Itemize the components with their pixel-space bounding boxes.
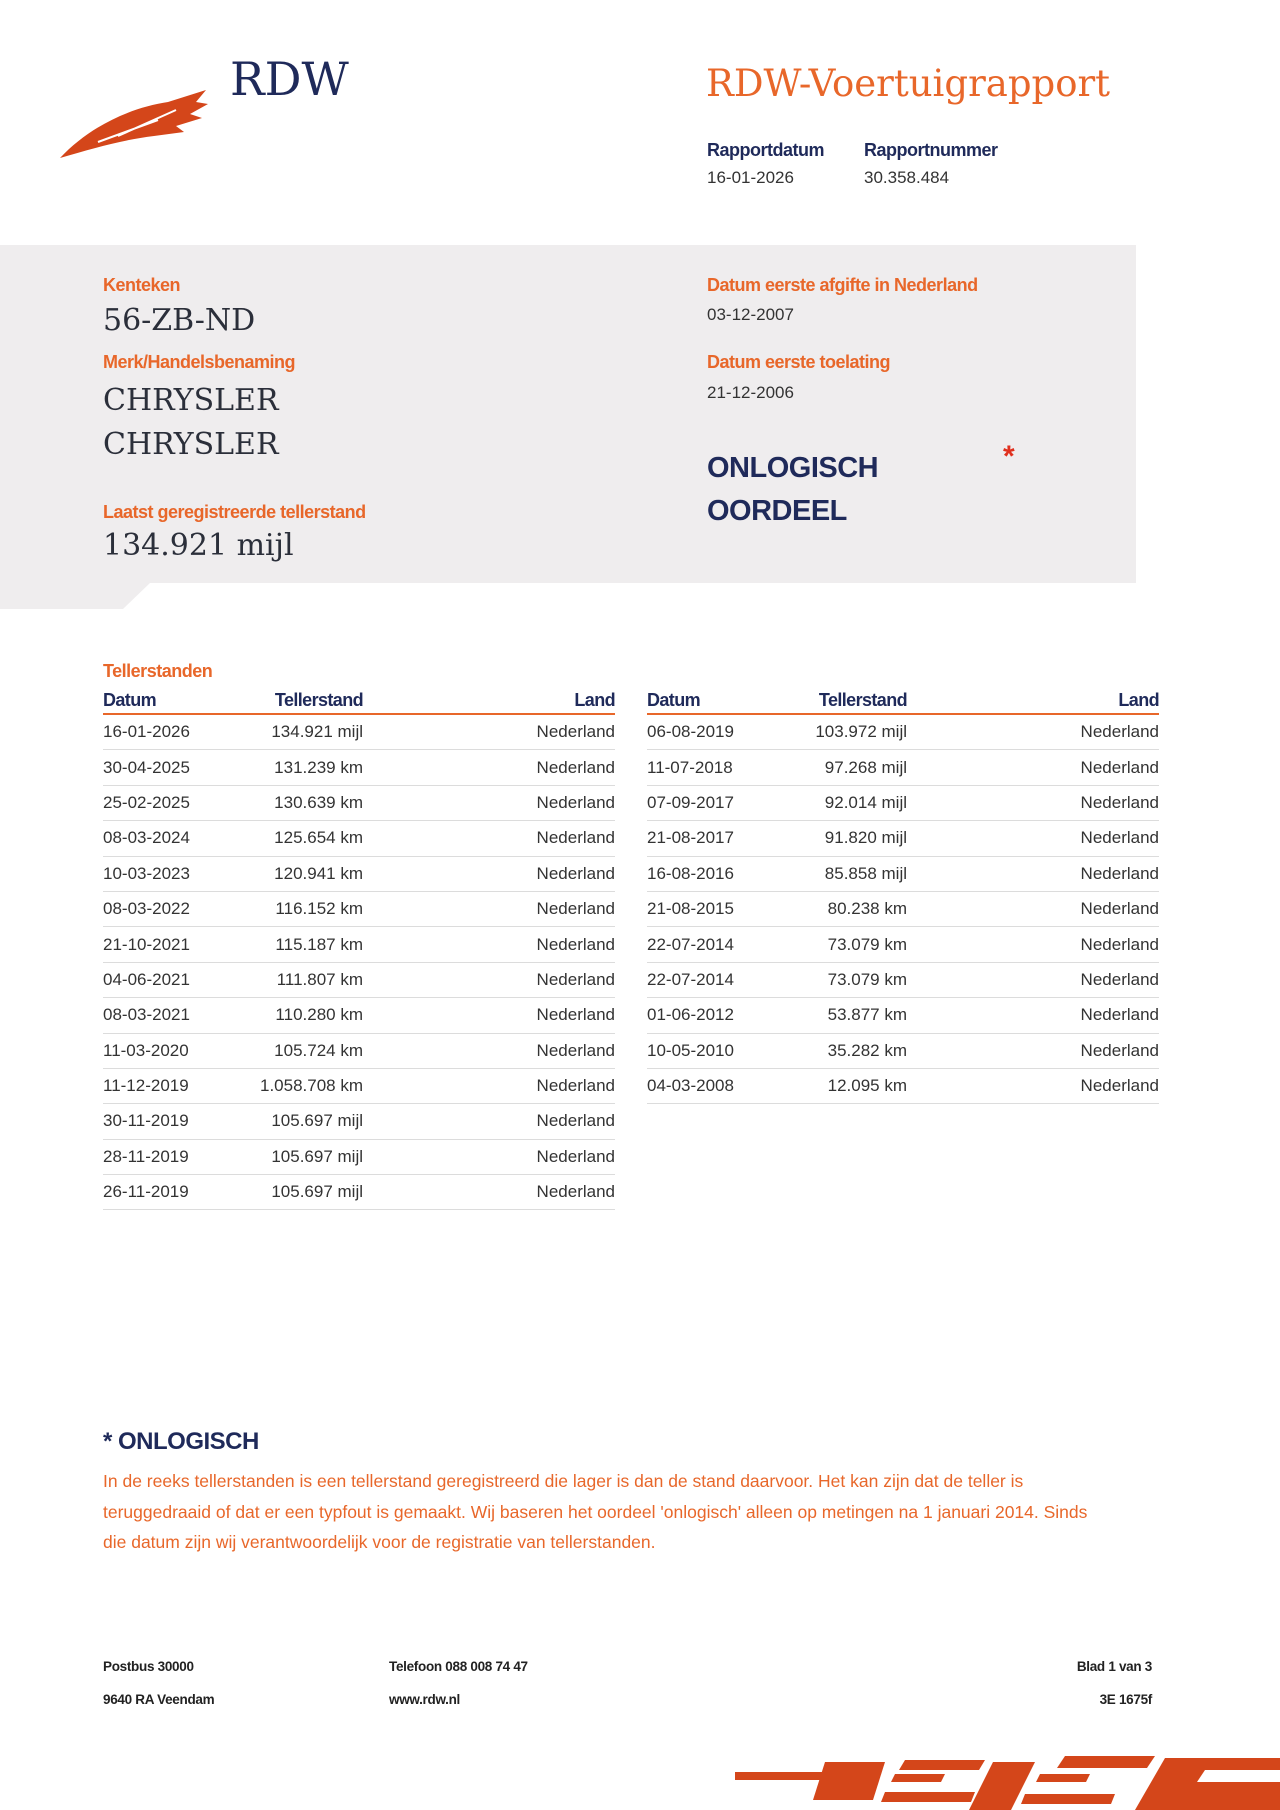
- report-date-label: Rapportdatum: [707, 140, 824, 160]
- table-row: [103, 1104, 615, 1139]
- cell-country: Nederland: [536, 1005, 615, 1025]
- cell-country: Nederland: [1080, 757, 1159, 777]
- cell-date: 22-07-2014: [647, 934, 734, 954]
- table-row: [103, 821, 615, 856]
- note-title: * ONLOGISCH: [103, 1428, 259, 1455]
- table-row: [647, 998, 1159, 1033]
- table-row: [103, 857, 615, 892]
- cell-date: 04-06-2021: [103, 969, 190, 989]
- table-row: [647, 1034, 1159, 1069]
- table-row: [647, 715, 1159, 750]
- readings-section-title: Tellerstanden: [103, 661, 213, 681]
- table-row: [647, 927, 1159, 962]
- cell-reading: 85.858 mijl: [824, 863, 907, 883]
- table-row: [647, 892, 1159, 927]
- cell-country: Nederland: [536, 757, 615, 777]
- cell-date: 10-03-2023: [103, 863, 190, 883]
- cell-reading: 73.079 km: [827, 934, 907, 954]
- cell-country: Nederland: [536, 792, 615, 812]
- column-header-date: Datum: [103, 690, 157, 710]
- cell-country: Nederland: [1080, 792, 1159, 812]
- table-row: [103, 786, 615, 821]
- brand-label: Merk/Handelsbenaming: [103, 352, 296, 372]
- column-header-reading: Tellerstand: [818, 690, 907, 710]
- table-row: [647, 786, 1159, 821]
- cell-country: Nederland: [536, 828, 615, 848]
- cell-date: 22-07-2014: [647, 969, 734, 989]
- rdw-logo-icon: [58, 80, 210, 162]
- brand: CHRYSLER: [103, 383, 279, 418]
- table-header: [647, 688, 1159, 715]
- cell-reading: 115.187 km: [275, 934, 363, 954]
- cell-country: Nederland: [536, 863, 615, 883]
- footer-address-line-2: 9640 RA Veendam: [103, 1692, 215, 1707]
- odometer-label: Laatst geregistreerde tellerstand: [103, 502, 366, 522]
- cell-country: Nederland: [536, 969, 615, 989]
- cell-reading: 105.697 mijl: [271, 1111, 363, 1131]
- cell-reading: 105.724 km: [274, 1040, 363, 1060]
- first-issue-nl-label: Datum eerste afgifte in Nederland: [707, 275, 978, 295]
- table-row: [647, 750, 1159, 785]
- column-header-country: Land: [1118, 690, 1159, 710]
- cell-date: 21-08-2015: [647, 899, 734, 919]
- cell-reading: 116.152 km: [275, 899, 363, 919]
- footer-address-line-1: Postbus 30000: [103, 1659, 194, 1674]
- plate-label: Kenteken: [103, 275, 181, 295]
- cell-date: 21-10-2021: [103, 934, 190, 954]
- decorative-stripes-icon: [735, 1752, 1280, 1810]
- cell-date: 30-11-2019: [103, 1111, 189, 1131]
- note-text: In de reeks tellerstanden is een tellerstand geregistreerd die lager is dan de stand daarvoor. Het kan zijn dat de teller is teruggedraaid of dat er een typfout is gemaakt. Wij baseren het oordeel 'onlogisch' alleen op metingen na 1 januari 2014. Sinds die datum zijn wij verantwoordelijk voor de registratie van tellerstanden.: [103, 1471, 1088, 1552]
- cell-reading: 12.095 km: [827, 1076, 907, 1096]
- cell-date: 11-07-2018: [647, 757, 733, 777]
- last-odometer: 134.921 mijl: [103, 528, 294, 563]
- cell-date: 08-03-2021: [103, 1005, 190, 1025]
- cell-country: Nederland: [536, 722, 615, 742]
- column-header-country: Land: [574, 690, 615, 710]
- cell-country: Nederland: [1080, 934, 1159, 954]
- table-row: [103, 963, 615, 998]
- report-date: 16-01-2026: [707, 168, 794, 187]
- cell-country: Nederland: [1080, 863, 1159, 883]
- table-row: [103, 1069, 615, 1104]
- cell-date: 28-11-2019: [103, 1146, 189, 1166]
- verdict-line-2: OORDEEL: [707, 495, 847, 527]
- cell-date: 08-03-2022: [103, 899, 190, 919]
- cell-reading: 105.697 mijl: [271, 1146, 363, 1166]
- cell-date: 06-08-2019: [647, 722, 734, 742]
- table-row: [103, 1034, 615, 1069]
- cell-date: 30-04-2025: [103, 757, 190, 777]
- cell-date: 25-02-2025: [103, 792, 190, 812]
- report-number-label: Rapportnummer: [864, 140, 998, 160]
- cell-reading: 105.697 mijl: [271, 1182, 363, 1202]
- cell-reading: 111.807 km: [276, 969, 363, 989]
- cell-date: 16-08-2016: [647, 863, 734, 883]
- cell-country: Nederland: [1080, 1005, 1159, 1025]
- cell-reading: 110.280 km: [275, 1005, 363, 1025]
- cell-country: Nederland: [1080, 828, 1159, 848]
- readings-table-right: [647, 688, 1159, 1104]
- cell-country: Nederland: [1080, 1076, 1159, 1096]
- cell-country: Nederland: [536, 1146, 615, 1166]
- readings-table-left: [103, 688, 615, 1210]
- cell-country: Nederland: [536, 1076, 615, 1096]
- cell-country: Nederland: [1080, 722, 1159, 742]
- cell-reading: 125.654 km: [274, 828, 363, 848]
- table-row: [647, 821, 1159, 856]
- cell-reading: 92.014 mijl: [824, 792, 907, 812]
- cell-country: Nederland: [536, 934, 615, 954]
- column-header-date: Datum: [647, 690, 701, 710]
- table-row: [103, 892, 615, 927]
- footer-code: 3E 1675f: [1099, 1692, 1152, 1707]
- cell-reading: 130.639 km: [274, 792, 363, 812]
- trade-name: CHRYSLER: [103, 427, 279, 462]
- cell-reading: 120.941 km: [274, 863, 363, 883]
- panel-tab-decoration: [0, 583, 150, 609]
- cell-country: Nederland: [536, 1182, 615, 1202]
- cell-country: Nederland: [1080, 1040, 1159, 1060]
- cell-country: Nederland: [536, 1040, 615, 1060]
- cell-date: 07-09-2017: [647, 792, 734, 812]
- cell-reading: 134.921 mijl: [271, 722, 363, 742]
- column-header-reading: Tellerstand: [274, 690, 363, 710]
- table-body: [103, 715, 615, 1210]
- cell-date: 01-06-2012: [647, 1005, 734, 1025]
- cell-country: Nederland: [1080, 969, 1159, 989]
- cell-date: 26-11-2019: [103, 1182, 189, 1202]
- cell-reading: 80.238 km: [827, 899, 907, 919]
- cell-date: 08-03-2024: [103, 828, 190, 848]
- report-title: RDW-Voertuigrapport: [706, 62, 1111, 105]
- cell-reading: 97.268 mijl: [824, 757, 907, 777]
- report-number: 30.358.484: [864, 168, 950, 187]
- cell-date: 11-03-2020: [103, 1040, 189, 1060]
- cell-country: Nederland: [536, 1111, 615, 1131]
- table-row: [103, 998, 615, 1033]
- table-row: [103, 927, 615, 962]
- cell-country: Nederland: [1080, 899, 1159, 919]
- cell-date: 16-01-2026: [103, 722, 190, 742]
- cell-reading: 131.239 km: [274, 757, 363, 777]
- footer-page-number: Blad 1 van 3: [1076, 1659, 1152, 1674]
- verdict-line-1: ONLOGISCH: [707, 452, 879, 484]
- license-plate: 56-ZB-ND: [103, 303, 256, 338]
- first-admission-label: Datum eerste toelating: [707, 352, 891, 372]
- cell-country: Nederland: [536, 899, 615, 919]
- first-issue-nl: 03-12-2007: [707, 305, 794, 324]
- table-row: [103, 1140, 615, 1175]
- cell-reading: 103.972 mijl: [815, 722, 907, 742]
- cell-reading: 73.079 km: [827, 969, 907, 989]
- cell-reading: 35.282 km: [827, 1040, 907, 1060]
- logo-text: RDW: [230, 52, 349, 106]
- footer-website: www.rdw.nl: [389, 1692, 460, 1707]
- footer-phone: Telefoon 088 008 74 47: [389, 1659, 528, 1674]
- cell-date: 10-05-2010: [647, 1040, 734, 1060]
- cell-date: 04-03-2008: [647, 1076, 734, 1096]
- table-row: [103, 715, 615, 750]
- verdict-asterisk-marker: *: [1003, 440, 1015, 473]
- cell-reading: 91.820 mijl: [824, 828, 907, 848]
- cell-date: 11-12-2019: [103, 1076, 189, 1096]
- cell-date: 21-08-2017: [647, 828, 734, 848]
- table-row: [103, 1175, 615, 1210]
- table-row: [647, 857, 1159, 892]
- cell-reading: 53.877 km: [827, 1005, 907, 1025]
- table-row: [103, 750, 615, 785]
- cell-reading: 1.058.708 km: [259, 1076, 363, 1096]
- table-row: [647, 1069, 1159, 1104]
- table-header: [103, 688, 615, 715]
- first-admission: 21-12-2006: [707, 383, 794, 402]
- table-row: [647, 963, 1159, 998]
- table-body: [647, 715, 1159, 1104]
